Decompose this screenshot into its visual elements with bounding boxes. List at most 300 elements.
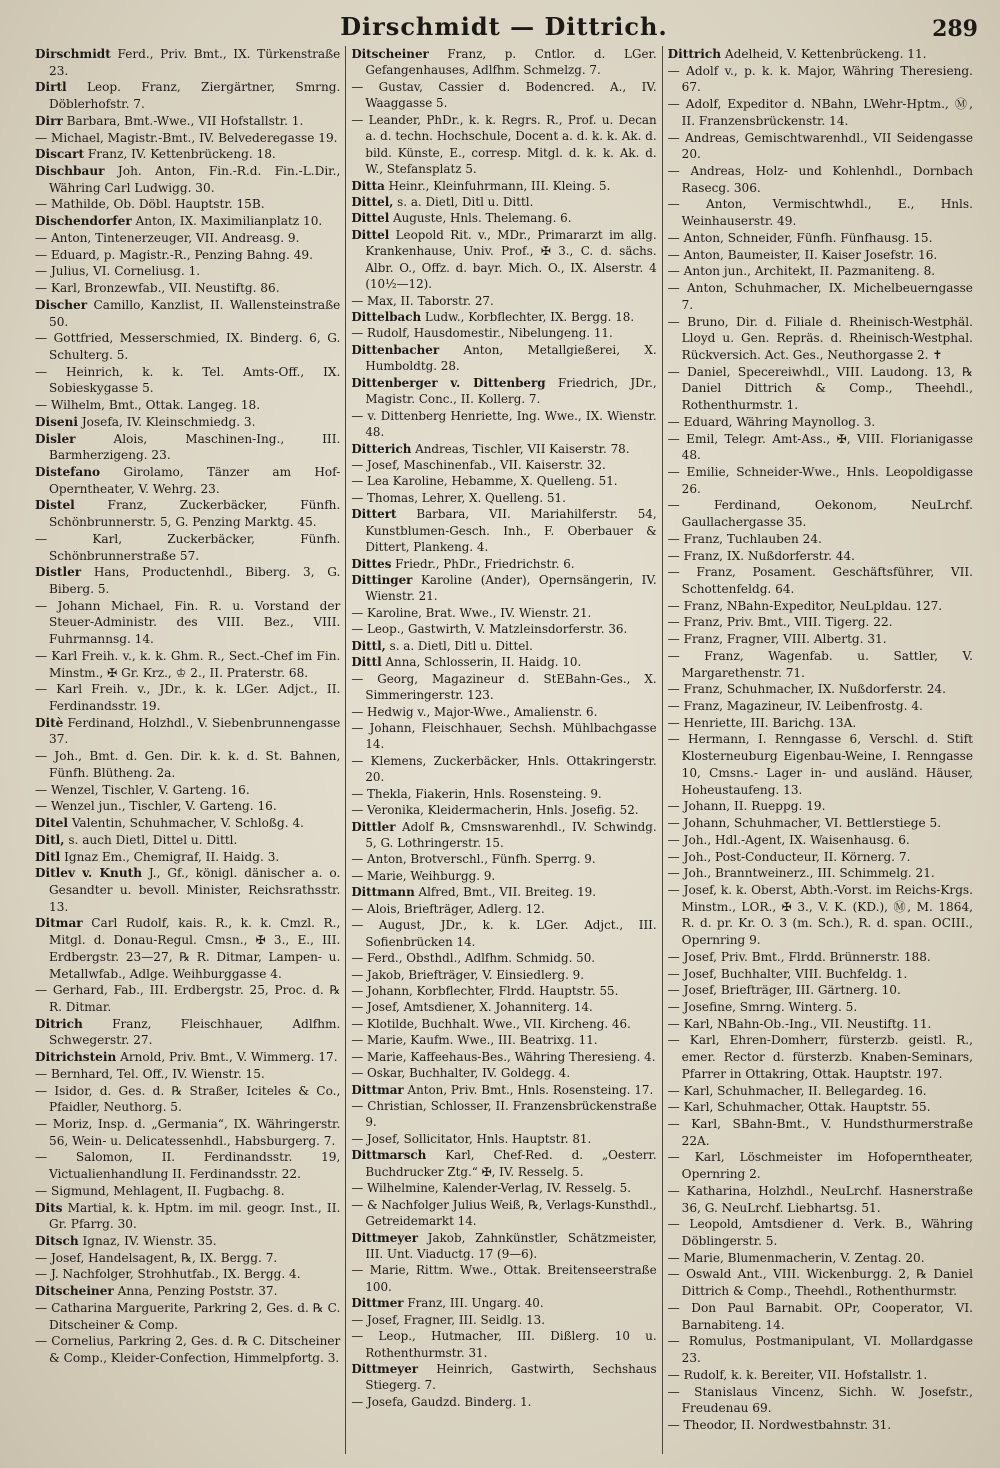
directory-entry bbox=[668, 1367, 973, 1384]
entry-details: — Andreas, Holz- und Kohlenhdl., Dornbach Rasecg. 306. bbox=[667, 164, 973, 195]
entry-details: — Franz, Tuchlauben 24. bbox=[667, 531, 822, 546]
entry-details: — Oswald Ant., VIII. Wickenburgg. 2, ℞ Daniel Dittrich & Comp., Theehdl., Rothenthurmstr. bbox=[667, 1267, 973, 1299]
directory-entry bbox=[668, 982, 973, 999]
entry-details: s. a. Dietl, Ditl u. Dittl. bbox=[393, 194, 534, 209]
entry-details: — Johann, Schuhmacher, VI. Bettlerstiege 5. bbox=[667, 816, 942, 831]
entry-details: — Mathilde, Ob. Döbl. Hauptstr. 15B. bbox=[35, 197, 265, 212]
directory-entry bbox=[668, 464, 973, 497]
entry-details: Franz, III. Ungarg. 40. bbox=[403, 1296, 544, 1311]
entry-surname: Diseni bbox=[35, 414, 78, 429]
directory-entry bbox=[351, 917, 656, 950]
entry-surname: Distler bbox=[35, 565, 82, 580]
entry-details: — Ferdinand, Oekonom, NeuLrchf. Gaullachergasse 35. bbox=[667, 498, 973, 530]
directory-entry bbox=[668, 1099, 973, 1116]
directory-entry bbox=[35, 1333, 340, 1366]
directory-entry bbox=[351, 983, 656, 999]
directory-entry bbox=[35, 849, 340, 866]
directory-entry bbox=[668, 949, 973, 966]
directory-entry bbox=[35, 865, 340, 915]
directory-entry bbox=[35, 230, 340, 247]
entry-details: — Stanislaus Vincenz, Sichh. W. Josefstr., Freudenau 69. bbox=[667, 1384, 973, 1416]
directory-entry bbox=[35, 130, 340, 147]
directory-entry bbox=[668, 966, 973, 983]
directory-entry bbox=[351, 720, 656, 753]
entry-surname: Dittel bbox=[351, 211, 390, 226]
directory-entry bbox=[668, 431, 973, 464]
entry-details: — Wenzel jun., Tischler, V. Garteng. 16. bbox=[35, 799, 277, 814]
column-2 bbox=[345, 46, 661, 1454]
entry-details: — Josef, Amtsdiener, X. Johanniterg. 14. bbox=[351, 1000, 593, 1015]
directory-entry bbox=[35, 1200, 340, 1233]
directory-entry bbox=[668, 999, 973, 1016]
entry-details: — Max, II. Taborstr. 27. bbox=[351, 293, 494, 308]
directory-entry bbox=[668, 497, 973, 530]
directory-entry bbox=[668, 280, 973, 313]
directory-entry bbox=[668, 698, 973, 715]
directory-entry bbox=[668, 815, 973, 832]
directory-entry bbox=[668, 196, 973, 229]
column-3 bbox=[662, 46, 978, 1454]
entry-details: Heinr., Kleinfuhrmann, III. Kleing. 5. bbox=[384, 178, 611, 193]
directory-entry bbox=[351, 638, 656, 654]
entry-details: — Joh., Hdl.-Agent, IX. Waisenhausg. 6. bbox=[667, 832, 910, 847]
entry-details: — J. Nachfolger, Strohhutfab., IX. Bergg. 4. bbox=[35, 1267, 301, 1282]
entry-surname: Dittinger bbox=[351, 573, 413, 587]
directory-entry bbox=[35, 196, 340, 213]
entry-details: Anna, Penzing Poststr. 37. bbox=[113, 1284, 278, 1299]
entry-surname: Dittmeyer bbox=[351, 1362, 419, 1376]
directory-entry bbox=[351, 901, 656, 917]
entry-details: — Klotilde, Buchhalt. Wwe., VII. Kircheng. 46. bbox=[351, 1016, 631, 1031]
entry-details: Franz, Fleischhauer, Adlfhm. Schwegerstr. 27. bbox=[49, 1016, 341, 1048]
entry-details: Ludw., Korbflechter, IX. Bergg. 18. bbox=[421, 310, 635, 324]
entry-details: — Daniel, Specereiwhdl., VIII. Laudong. 13, ℞ Daniel Dittrich & Comp., Theehdl., Rothenthurmstr. 1. bbox=[667, 364, 973, 413]
entry-surname: Dittmarsch bbox=[351, 1148, 427, 1163]
entry-details: — Karl Freih. v., JDr., k. k. LGer. Adjct., II. Ferdinandsstr. 19. bbox=[35, 682, 341, 714]
directory-entry bbox=[351, 1295, 656, 1311]
entry-surname: Dittmer bbox=[351, 1296, 404, 1311]
entry-surname: Dittel bbox=[351, 227, 390, 242]
directory-entry bbox=[35, 146, 340, 163]
directory-entry bbox=[35, 1016, 340, 1049]
entry-details: — Karl, Schuhmacher, II. Bellegardeg. 16. bbox=[667, 1083, 927, 1098]
directory-entry bbox=[668, 1016, 973, 1033]
directory-entry bbox=[668, 130, 973, 163]
entry-details: — Marie, Kaffeehaus-Bes., Währing Theresieng. 4. bbox=[351, 1049, 656, 1064]
entry-details: Friedr., PhDr., Friedrichstr. 6. bbox=[391, 556, 575, 571]
directory-entry bbox=[35, 297, 340, 330]
entry-details: — & Nachfolger Julius Weiß, ℞, Verlags-Kunsthdl., Getreidemarkt 14. bbox=[351, 1197, 657, 1229]
running-header bbox=[30, 6, 978, 46]
entry-details: Leop. Franz, Ziergärtner, Smrng. Döblerhofstr. 7. bbox=[49, 80, 341, 112]
entry-details: — Rudolf, Hausdomestir., Nibelungeng. 11. bbox=[351, 326, 613, 341]
directory-entry bbox=[668, 1032, 973, 1082]
entry-surname: Ditrich bbox=[35, 1016, 83, 1031]
entry-details: — Josef, Maschinenfab., VII. Kaiserstr. 32. bbox=[351, 457, 606, 472]
entry-details: — Veronika, Kleidermacherin, Hnls. Josefig. 52. bbox=[351, 803, 639, 818]
directory-entry bbox=[35, 46, 340, 79]
entry-details: Auguste, Hnls. Thelemang. 6. bbox=[389, 211, 572, 226]
entry-details: Arnold, Priv. Bmt., V. Wimmerg. 17. bbox=[116, 1050, 338, 1065]
directory-entry bbox=[668, 1417, 973, 1434]
directory-entry bbox=[351, 1394, 656, 1410]
entry-details: Alfred, Bmt., VII. Breiteg. 19. bbox=[414, 885, 597, 900]
entry-surname: Dittelbach bbox=[351, 310, 422, 324]
entry-surname: Ditta bbox=[351, 178, 385, 193]
entry-surname: Ditrichstein bbox=[35, 1050, 117, 1065]
entry-surname: Dittl, bbox=[351, 638, 386, 653]
entry-surname: Dittmeyer bbox=[351, 1230, 419, 1245]
entry-details: — Marie, Rittm. Wwe., Ottak. Breitenseerstraße 100. bbox=[351, 1263, 657, 1294]
directory-entry bbox=[35, 782, 340, 799]
entry-surname: Ditmar bbox=[35, 916, 83, 931]
directory-entry bbox=[668, 63, 973, 96]
directory-entry bbox=[35, 497, 340, 530]
entry-details: — Josef, k. k. Oberst, Abth.-Vorst. im Reichs-Krgs. Minstm., LOR., ✠ 3., V. K. (KD.), Ⓜ, M. 1864, R. d. pr. Kr. O. 3 (m. Sch.), R. d. span. OCIII., Opernring 9. bbox=[667, 882, 973, 948]
entry-details: — Christian, Schlosser, II. Franzensbrückenstraße 9. bbox=[351, 1099, 657, 1130]
directory-entry bbox=[35, 564, 340, 597]
entry-details: — Bernhard, Tel. Off., IV. Wienstr. 15. bbox=[35, 1066, 265, 1081]
directory-entry bbox=[351, 1082, 656, 1098]
entry-details: — Katharina, Holzhdl., NeuLrchf. Hasnerstraße 36, G. NeuLrchf. Liebhartsg. 51. bbox=[667, 1183, 973, 1215]
entry-details: — Wilhelmine, Kalender-Verlag, IV. Resselg. 5. bbox=[351, 1181, 631, 1196]
entry-details: Ferd., Priv. Bmt., IX. Türkenstraße 23. bbox=[49, 47, 341, 78]
directory-entry bbox=[35, 1250, 340, 1267]
directory-entry bbox=[351, 704, 656, 720]
directory-entry bbox=[35, 1183, 340, 1200]
entry-details: Josefa, IV. Kleinschmiedg. 3. bbox=[77, 414, 256, 429]
directory-entry bbox=[668, 548, 973, 565]
entry-details: Friedrich, JDr., Magistr. Conc., II. Kollerg. 7. bbox=[365, 375, 657, 407]
entry-details: — Johann, Fleischhauer, Sechsh. Mühlbachgasse 14. bbox=[351, 720, 657, 752]
entry-details: — Joh., Post-Conducteur, II. Körnerg. 7. bbox=[667, 849, 911, 864]
entry-details: — Thomas, Lehrer, X. Quelleng. 51. bbox=[351, 490, 566, 505]
directory-entry bbox=[351, 441, 656, 457]
entry-details: — Anton, Schneider, Fünfh. Fünfhausg. 15. bbox=[667, 230, 933, 245]
entry-details: — Gustav, Cassier d. Bodencred. A., IV. Waaggasse 5. bbox=[351, 79, 657, 111]
entry-details: — Karl, Löschmeister im Hofoperntheater, Opernring 2. bbox=[667, 1150, 973, 1182]
directory-entry bbox=[668, 1300, 973, 1333]
entry-surname: Ditscheiner bbox=[35, 1284, 114, 1299]
directory-entry bbox=[351, 309, 656, 325]
entry-details: — Franz, Fragner, VIII. Albertg. 31. bbox=[667, 632, 887, 647]
directory-entry bbox=[351, 210, 656, 226]
directory-entry bbox=[668, 1116, 973, 1149]
directory-entry bbox=[668, 715, 973, 732]
entry-details: Heinrich, Gastwirth, Sechshaus Stiegerg. 7. bbox=[365, 1362, 657, 1393]
entry-surname: Distefano bbox=[35, 464, 101, 479]
directory-entry bbox=[351, 194, 656, 210]
entry-details: — Emilie, Schneider-Wwe., Hnls. Leopoldigasse 26. bbox=[667, 464, 973, 496]
entry-details: — Marie, Kaufm. Wwe., III. Beatrixg. 11. bbox=[351, 1033, 598, 1048]
directory-entry bbox=[668, 46, 973, 63]
entry-details: Adelheid, V. Kettenbrückeng. 11. bbox=[721, 47, 927, 61]
entry-details: Leopold Rit. v., MDr., Primararzt im allg. Krankenhause, Univ. Prof., ✠ 3., C. d. sächs. Albr. O., Offz. d. bayr. Mich. O., IX. Alserstr. 4 (10½—12). bbox=[365, 227, 657, 292]
directory-entry bbox=[35, 364, 340, 397]
entry-details: Karl, Chef-Red. d. „Oesterr. Buchdrucker Ztg.“ ✠, IV. Resselg. 5. bbox=[365, 1148, 657, 1179]
entry-surname: Dittl bbox=[351, 655, 382, 670]
entry-details: Camillo, Kanzlist, II. Wallensteinstraße 50. bbox=[49, 297, 341, 329]
entry-details: — Leop., Hutmacher, III. Dißlerg. 10 u. Rothenthurmstr. 31. bbox=[351, 1329, 657, 1360]
directory-entry bbox=[351, 1328, 656, 1361]
entry-details: J., Gf., königl. dänischer a. o. Gesandter u. bevoll. Minister, Reichsrathsstr. 13. bbox=[49, 866, 341, 914]
entry-details: Karoline (Ander), Opernsängerin, IV. Wienstr. 21. bbox=[365, 573, 657, 604]
entry-details: — Gottfried, Messerschmied, IX. Binderg. 6, G. Schulterg. 5. bbox=[35, 331, 341, 362]
entry-details: — Adolf v., p. k. k. Major, Währing Theresieng. 67. bbox=[667, 63, 973, 95]
directory-entry bbox=[351, 556, 656, 572]
directory-entry bbox=[351, 753, 656, 786]
directory-entry bbox=[35, 213, 340, 230]
entry-details: Girolamo, Tänzer am Hof-Operntheater, V. Wehrg. 23. bbox=[49, 464, 341, 496]
directory-entry bbox=[668, 849, 973, 866]
directory-entry bbox=[35, 1233, 340, 1250]
directory-entry bbox=[668, 1250, 973, 1267]
entry-details: — Karl, Bronzewfab., VII. Neustiftg. 86. bbox=[35, 281, 280, 296]
entry-surname: Dittel, bbox=[351, 194, 394, 209]
entry-surname: Dittert bbox=[351, 507, 397, 522]
entry-details: — Wenzel, Tischler, V. Garteng. 16. bbox=[35, 782, 250, 797]
directory-entry bbox=[351, 1032, 656, 1048]
entry-details: — Karoline, Brat. Wwe., IV. Wienstr. 21. bbox=[351, 605, 592, 620]
directory-entry bbox=[351, 178, 656, 194]
directory-entry bbox=[668, 1149, 973, 1182]
entry-details: Barbara, VII. Mariahilferstr. 54, Kunstblumen-Gesch. Inh., F. Oberbauer & Dittert, Plankeng. 4. bbox=[365, 507, 657, 555]
entry-details: — Sigmund, Mehlagent, II. Fugbachg. 8. bbox=[35, 1183, 285, 1198]
directory-entry bbox=[668, 364, 973, 414]
entry-details: Anton, IX. Maximilianplatz 10. bbox=[131, 214, 323, 229]
directory-entry bbox=[351, 621, 656, 637]
entry-details: — Michael, Magistr.-Bmt., IV. Belvederegasse 19. bbox=[35, 130, 338, 145]
entry-surname: Ditlev v. Knuth bbox=[35, 866, 142, 881]
entry-surname: Ditè bbox=[35, 715, 64, 730]
directory-entry bbox=[351, 950, 656, 966]
entry-details: — Theodor, II. Nordwestbahnstr. 31. bbox=[667, 1417, 892, 1432]
directory-entry bbox=[668, 96, 973, 129]
directory-entry bbox=[668, 1216, 973, 1249]
directory-entry bbox=[35, 598, 340, 648]
directory-entry bbox=[351, 851, 656, 867]
entry-details: Martial, k. k. Hptm. im mil. geogr. Inst., II. Gr. Pfarrg. 30. bbox=[49, 1200, 341, 1232]
entry-details: — Josef, Handelsagent, ℞, IX. Bergg. 7. bbox=[35, 1250, 278, 1265]
entry-details: Franz, IV. Kettenbrückeng. 18. bbox=[84, 147, 276, 162]
directory-entry bbox=[35, 982, 340, 1015]
directory-entry bbox=[351, 293, 656, 309]
entry-details: — Anton, Brotverschl., Fünfh. Sperrg. 9. bbox=[351, 852, 596, 867]
directory-entry bbox=[351, 1147, 656, 1180]
entry-details: — Karl, Ehren-Domherr, fürsterzb. geistl. R., emer. Rector d. fürsterzb. Knaben-Seminars, Pfarrer in Ottakring, Ottak. Hauptstr. 197. bbox=[667, 1033, 973, 1081]
directory-entry bbox=[351, 786, 656, 802]
directory-entry bbox=[35, 330, 340, 363]
entry-details: — Lea Karoline, Hebamme, X. Quelleng. 51. bbox=[351, 474, 618, 489]
directory-entry bbox=[668, 414, 973, 431]
directory-entry bbox=[668, 1266, 973, 1299]
entry-surname: Distel bbox=[35, 498, 75, 513]
entry-details: — Alois, Briefträger, Adlerg. 12. bbox=[351, 901, 545, 916]
directory-entry bbox=[668, 598, 973, 615]
directory-entry bbox=[35, 280, 340, 297]
entry-details: Joh. Anton, Fin.-R.d. Fin.-L.Dir., Währing Carl Ludwigg. 30. bbox=[49, 164, 341, 195]
directory-entry bbox=[351, 1049, 656, 1065]
entry-surname: Disler bbox=[35, 431, 76, 446]
entry-details: — Hedwig v., Major-Wwe., Amalienstr. 6. bbox=[351, 704, 598, 719]
directory-entry bbox=[668, 1183, 973, 1216]
directory-entry bbox=[351, 112, 656, 178]
entry-details: — Karl, Schuhmacher, Ottak. Hauptstr. 55. bbox=[667, 1100, 931, 1115]
entry-details: — Eduard, p. Magistr.-R., Penzing Bahng. 49. bbox=[35, 247, 313, 262]
directory-entry bbox=[35, 1066, 340, 1083]
entry-details: — Josef, Briefträger, III. Gärtnerg. 10. bbox=[667, 983, 901, 998]
directory-entry bbox=[351, 375, 656, 408]
directory-entry bbox=[351, 1098, 656, 1131]
directory-entry bbox=[668, 531, 973, 548]
entry-details: Anton, Priv. Bmt., Hnls. Rosensteing. 17. bbox=[403, 1082, 654, 1097]
directory-entry bbox=[668, 564, 973, 597]
directory-entry bbox=[35, 163, 340, 196]
entry-details: — Johann, II. Rueppg. 19. bbox=[667, 799, 826, 814]
entry-details: Alois, Maschinen-Ing., III. Barmherzigeng. 23. bbox=[49, 431, 341, 463]
directory-entry bbox=[351, 1065, 656, 1081]
entry-surname: Ditl, bbox=[35, 832, 65, 847]
entry-details: — Cornelius, Parkring 2, Ges. d. ℞ C. Ditscheiner & Comp., Kleider-Confection, Himmelpfortg. 3. bbox=[35, 1334, 341, 1366]
directory-entry bbox=[668, 230, 973, 247]
entry-surname: Ditterich bbox=[351, 441, 412, 456]
directory-entry bbox=[35, 531, 340, 564]
entry-details: — Rudolf, k. k. Bereiter, VII. Hofstallstr. 1. bbox=[667, 1367, 928, 1382]
entry-surname: Dittenbacher bbox=[351, 342, 440, 357]
directory-entry bbox=[35, 1266, 340, 1283]
entry-details: s. auch Dietl, Dittel u. Dittl. bbox=[64, 832, 238, 847]
entry-details: Adolf ℞, Cmsnswarenhdl., IV. Schwindg. 5, G. Lothringerstr. 15. bbox=[365, 819, 657, 850]
entry-surname: Dittmann bbox=[351, 885, 415, 900]
entry-details: Anton, Metallgießerei, X. Humboldtg. 28. bbox=[365, 342, 657, 374]
entry-details: — Karl, SBahn-Bmt., V. Hundsthurmerstraße 22A. bbox=[667, 1117, 973, 1148]
entry-details: — Leopold, Amtsdiener d. Verk. B., Währing Döblingerstr. 5. bbox=[667, 1217, 973, 1249]
entry-details: Ignaz Em., Chemigraf, II. Haidg. 3. bbox=[60, 849, 280, 864]
entry-details: — Jakob, Briefträger, V. Einsiedlerg. 9. bbox=[351, 967, 584, 982]
entry-details: Jakob, Zahnkünstler, Schätzmeister, III. Unt. Viaductg. 17 (9—6). bbox=[365, 1230, 657, 1261]
entry-details: — Josef, Sollicitator, Hnls. Hauptstr. 81. bbox=[351, 1131, 592, 1146]
entry-details: — Adolf, Expeditor d. NBahn, LWehr-Hptm., Ⓜ, II. Franzensbrückenstr. 14. bbox=[667, 97, 973, 128]
entry-details: — Moriz, Insp. d. „Germania“, IX. Währingerstr. 56, Wein- u. Delicatessenhdl., Habsburgerg. 7. bbox=[35, 1117, 341, 1148]
directory-entry bbox=[351, 227, 656, 293]
entry-details: — Georg, Magazineur d. StEBahn-Ges., X. Simmeringerstr. 123. bbox=[351, 671, 657, 703]
entry-details: — Bruno, Dir. d. Filiale d. Rheinisch-Westphäl. Lloyd u. Gen. Repräs. d. Rheinisch-Westphal. Rückversich. Act. Ges., Neuthorgasse 2. ✝ bbox=[667, 314, 973, 362]
directory-entry bbox=[351, 506, 656, 555]
column-1 bbox=[30, 46, 345, 1454]
entry-details: — Andreas, Gemischtwarenhdl., VII Seidengasse 20. bbox=[667, 130, 973, 162]
directory-entry bbox=[351, 819, 656, 852]
entry-details: — Anton, Baumeister, II. Kaiser Josefstr. 16. bbox=[667, 247, 938, 262]
directory-entry bbox=[35, 815, 340, 832]
entry-details: — Josef, Buchhalter, VIII. Buchfeldg. 1. bbox=[667, 966, 908, 981]
directory-entry bbox=[35, 113, 340, 130]
directory-entry bbox=[351, 1016, 656, 1032]
directory-entry bbox=[351, 671, 656, 704]
directory-entry bbox=[35, 715, 340, 748]
directory-entry bbox=[351, 967, 656, 983]
entry-details: — Karl, NBahn-Ob.-Ing., VII. Neustiftg. 11. bbox=[667, 1016, 932, 1031]
entry-details: — Eduard, Währing Maynollog. 3. bbox=[667, 414, 876, 429]
entry-details: — Anton, Vermischtwhdl., E., Hnls. Weinhauserstr. 49. bbox=[667, 197, 973, 229]
entry-details: — Joh., Bmt. d. Gen. Dir. k. k. d. St. Bahnen, Fünfh. Blütheng. 2a. bbox=[35, 749, 341, 780]
entry-surname: Ditl bbox=[35, 849, 61, 864]
entry-details: s. a. Dietl, Ditl u. Dittel. bbox=[385, 638, 533, 653]
directory-entry bbox=[668, 163, 973, 196]
entry-details: Franz, p. Cntlor. d. LGer. Gefangenhauses, Adlfhm. Schmelzg. 7. bbox=[365, 47, 657, 78]
entry-surname: Dirtl bbox=[35, 80, 67, 95]
directory-entry bbox=[35, 1300, 340, 1333]
directory-entry bbox=[351, 1180, 656, 1196]
directory-entry bbox=[668, 832, 973, 849]
directory-entry bbox=[668, 798, 973, 815]
directory-entry bbox=[351, 572, 656, 605]
entry-details: — Joh., Branntweinerz., III. Schimmelg. 21. bbox=[667, 866, 935, 881]
entry-surname: Discart bbox=[35, 147, 85, 162]
entry-surname: Dittrich bbox=[667, 47, 722, 61]
entry-details: — Franz, NBahn-Expeditor, NeuLpldau. 127. bbox=[667, 598, 943, 613]
directory-entry bbox=[351, 408, 656, 441]
directory-entry bbox=[35, 1083, 340, 1116]
directory-entry bbox=[668, 731, 973, 798]
directory-entry bbox=[35, 648, 340, 681]
entry-surname: Dits bbox=[35, 1200, 63, 1215]
directory-entry bbox=[35, 1116, 340, 1149]
directory-entry bbox=[351, 342, 656, 375]
entry-details: — Karl, Zuckerbäcker, Fünfh. Schönbrunnerstraße 57. bbox=[35, 531, 341, 563]
entry-details: — Josef, Priv. Bmt., Flrdd. Brünnerstr. 188. bbox=[667, 949, 931, 964]
directory-entry bbox=[35, 397, 340, 414]
entry-details: — Henriette, III. Barichg. 13A. bbox=[667, 715, 857, 730]
entry-details: Ferdinand, Holzhdl., V. Siebenbrunnengasse 37. bbox=[49, 715, 341, 747]
page-title: Dirschmidt — Dittrich. bbox=[340, 11, 668, 41]
directory-entry bbox=[668, 1083, 973, 1100]
entry-details: — Franz, Magazineur, IV. Leibenfrostg. 4. bbox=[667, 699, 923, 714]
entry-details: — Wilhelm, Bmt., Ottak. Langeg. 18. bbox=[35, 398, 261, 413]
entry-details: — Marie, Blumenmacherin, V. Zentag. 20. bbox=[667, 1250, 925, 1265]
directory-entry bbox=[668, 314, 973, 364]
directory-entry bbox=[35, 414, 340, 431]
entry-details: — Hermann, I. Renngasse 6, Verschl. d. Stift Klosterneuburg Eigenbau-Weine, I. Renngasse 10, Cmsns.- Lager in- und ausländ. Häuser, Hoheustaufeng. 13. bbox=[667, 732, 973, 797]
directory-entry bbox=[668, 681, 973, 698]
directory-entry bbox=[35, 247, 340, 264]
directory-entry bbox=[668, 1384, 973, 1417]
directory-entry bbox=[668, 247, 973, 264]
entry-details: — Don Paul Barnabit. OPr, Cooperator, VI. Barnabiteng. 14. bbox=[667, 1300, 973, 1332]
entry-details: Hans, Productenhdl., Biberg. 3, G. Biberg. 5. bbox=[49, 565, 341, 596]
entry-details: — Anton, Tintenerzeuger, VII. Andreasg. 9. bbox=[35, 230, 300, 245]
entry-details: Andreas, Tischler, VII Kaiserstr. 78. bbox=[411, 441, 630, 456]
entry-details: — Gerhard, Fab., III. Erdbergstr. 25, Proc. d. ℞ R. Ditmar. bbox=[35, 983, 341, 1014]
entry-details: — Franz, IX. Nußdorferstr. 44. bbox=[667, 548, 856, 563]
entry-details: — Anton jun., Architekt, II. Pazmaniteng. 8. bbox=[667, 264, 936, 279]
directory-entry bbox=[35, 681, 340, 714]
entry-details: Ignaz, IV. Wienstr. 35. bbox=[78, 1234, 217, 1249]
entry-surname: Dittmar bbox=[351, 1082, 404, 1097]
directory-entry bbox=[351, 457, 656, 473]
directory-entry bbox=[35, 798, 340, 815]
entry-details: — Franz, Posament. Geschäftsführer, VII. Schottenfeldg. 64. bbox=[667, 565, 973, 596]
entry-details: — Klemens, Zuckerbäcker, Hnls. Ottakringerstr. 20. bbox=[351, 753, 657, 785]
entry-details: Anna, Schlosserin, II. Haidg. 10. bbox=[381, 655, 582, 670]
directory-entry bbox=[668, 614, 973, 631]
entry-details: — Leander, PhDr., k. k. Regrs. R., Prof. u. Decan a. d. techn. Hochschule, Docent a. d. k. k. Ak. d. bild. Künste, E., corresp. Mitgl. d. k. k. Ak. d. W., Stefansplatz 5. bbox=[351, 112, 657, 177]
directory-entry bbox=[351, 1262, 656, 1295]
directory-entry bbox=[35, 748, 340, 781]
directory-entry bbox=[351, 884, 656, 900]
entry-details: — Oskar, Buchhalter, IV. Goldegg. 4. bbox=[351, 1066, 571, 1081]
directory-entry bbox=[35, 431, 340, 464]
directory-entry bbox=[35, 832, 340, 849]
